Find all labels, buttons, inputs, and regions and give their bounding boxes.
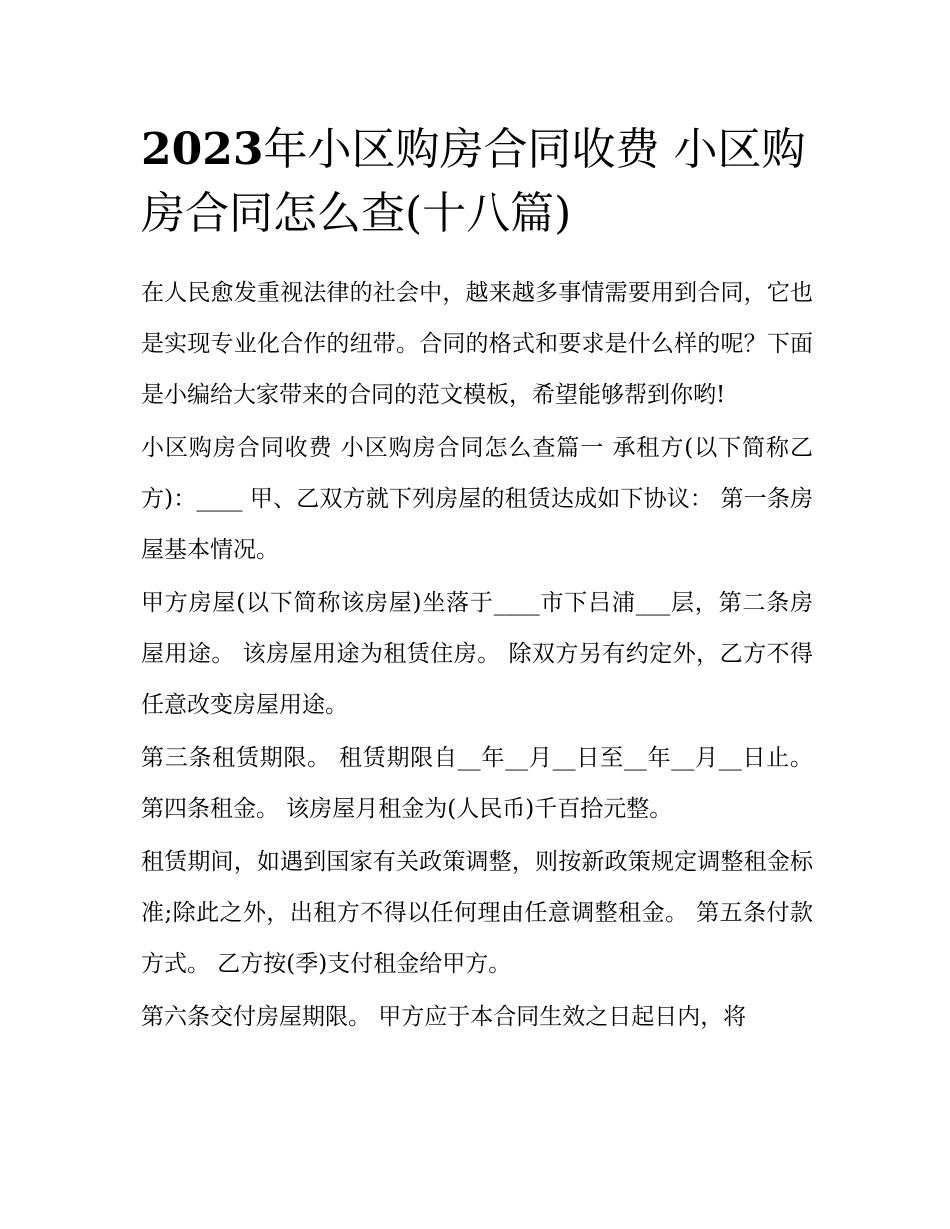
paragraph-article-5: 租赁期间，如遇到国家有关政策调整，则按新政策规定调整租金标准;除此之外，出租方不得以任何理由任意调整租金。 第五条付款方式。 乙方按(季)支付租金给甲方。 <box>141 849 813 977</box>
title-text: 年小区购房合同收费 小区购房合同怎么查(十八篇) <box>141 124 806 239</box>
paragraph-article-1: 小区购房合同收费 小区购房合同怎么查篇一 承租方(以下简称乙方)：____ 甲、乙双方就下列房屋的租赁达成如下协议： 第一条房屋基本情况。 <box>141 435 813 563</box>
document-content <box>141 118 813 1045</box>
document-body <box>141 268 813 1043</box>
paragraph-article-3-4: 第三条租赁期限。 租赁期限自__年__月__日至__年__月__日止。 第四条租金。 该房屋月租金为(人民币)千百拾元整。 <box>141 745 813 822</box>
title-year: 2023 <box>141 124 264 175</box>
document-title <box>141 118 813 246</box>
paragraph-article-2: 甲方房屋(以下简称该房屋)坐落于____市下吕浦___层，第二条房屋用途。 该房屋用途为租赁住房。 除双方另有约定外，乙方不得任意改变房屋用途。 <box>141 590 813 718</box>
paragraph-article-6: 第六条交付房屋期限。 甲方应于本合同生效之日起日内，将 <box>141 1004 747 1030</box>
paragraph-intro: 在人民愈发重视法律的社会中，越来越多事情需要用到合同，它也是实现专业化合作的纽带。合同的格式和要求是什么样的呢？下面是小编给大家带来的合同的范文模板，希望能够帮到你哟! <box>141 280 813 408</box>
